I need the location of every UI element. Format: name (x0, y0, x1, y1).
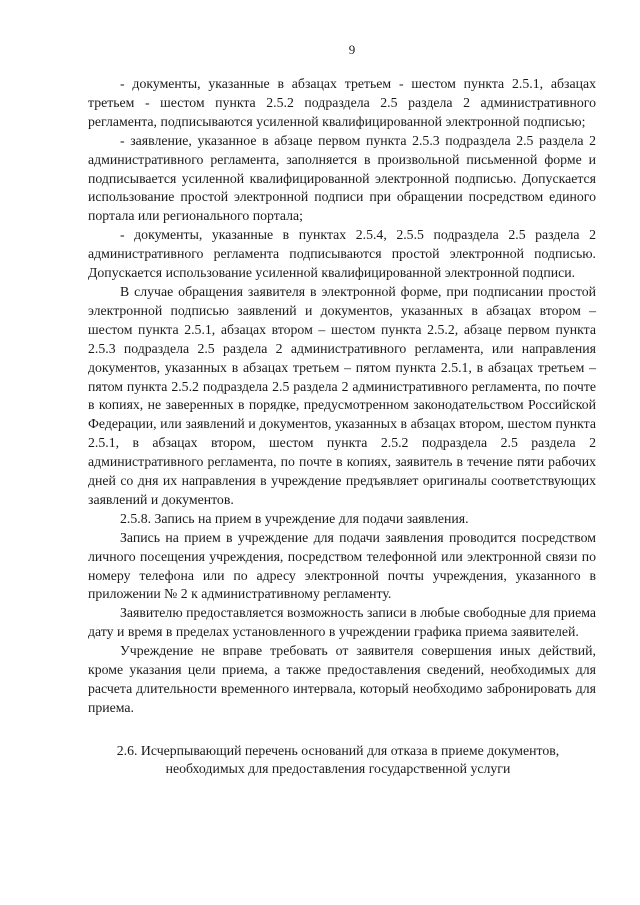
paragraph: Учреждение не вправе требовать от заявителя совершения иных действий, кроме указания цели приема, а также предоставления сведений, необходимых для расчета длительности временного интервала, который необходимо забронировать для приема. (88, 643, 596, 715)
paragraph: - документы, указанные в пунктах 2.5.4, 2.5.5 подраздела 2.5 раздела 2 административного регламента подписываются простой электронной подписью. Допускается использование усиленной квалифицированной электронной подписи. (88, 227, 596, 281)
paragraph: Запись на прием в учреждение для подачи заявления проводится посредством личного посещения учреждения, посредством телефонной или электронной связи по номеру телефона или по адресу электронной почты учреждения, указанного в приложении № 2 к административному регламенту. (88, 529, 596, 602)
section-heading-line: необходимых для предоставления государственной услуги (165, 761, 511, 777)
section-heading-line: 2.6. Исчерпывающий перечень оснований для отказа в приеме документов, (116, 742, 560, 758)
paragraph: 2.5.8. Запись на прием в учреждение для подачи заявления. (120, 510, 469, 526)
paragraph: В случае обращения заявителя в электронной форме, при подписании простой электронной подписью заявлений и документов, указанных в абзацах втором – шестом пункта 2.5.1, абзацах втором – шестом пункта 2.5.2, абзаце первом пункта 2.5.3 подраздела 2.5 раздела 2 административного регламента, или направления документов, указанных в абзацах третьем – пятом пункта 2.5.1, в абзацах третьем – пятом пункта 2.5.2 подраздела 2.5 раздела 2 административного регламента, по почте в копиях, не заверенных в порядке, предусмотренном законодательством Российской Федерации, или заявлений и документов, указанных в абзацах втором, шестом пункта 2.5.1, в абзацах втором, шестом пункта 2.5.2 подраздела 2.5 раздела 2 административного регламента, по почте в копиях, заявитель в течение пяти рабочих дней со дня их направления в учреждение предъявляет оригиналы соответствующих заявлений и документов. (88, 283, 596, 507)
paragraph: - заявление, указанное в абзаце первом пункта 2.5.3 подраздела 2.5 раздела 2 административного регламента, заполняется в произвольной письменной форме и подписывается усиленной квалифицированной электронной подписью. Допускается использование простой электронной подписи при обращении посредством единого портала или регионального портала; (88, 132, 596, 224)
page-number: 9 (348, 42, 356, 57)
section-heading (80, 742, 596, 779)
paragraph: - документы, указанные в абзацах третьем - шестом пункта 2.5.1, абзацах третьем - шестом пункта 2.5.2 подраздела 2.5 раздела 2 административного регламента, подписываются усиленной квалифицированной электронной подписью; (88, 76, 596, 129)
document-body (88, 75, 596, 718)
paragraph: Заявителю предоставляется возможность записи в любые свободные для приема дату и время в пределах установленного в учреждении графика приема заявителей. (88, 605, 596, 640)
